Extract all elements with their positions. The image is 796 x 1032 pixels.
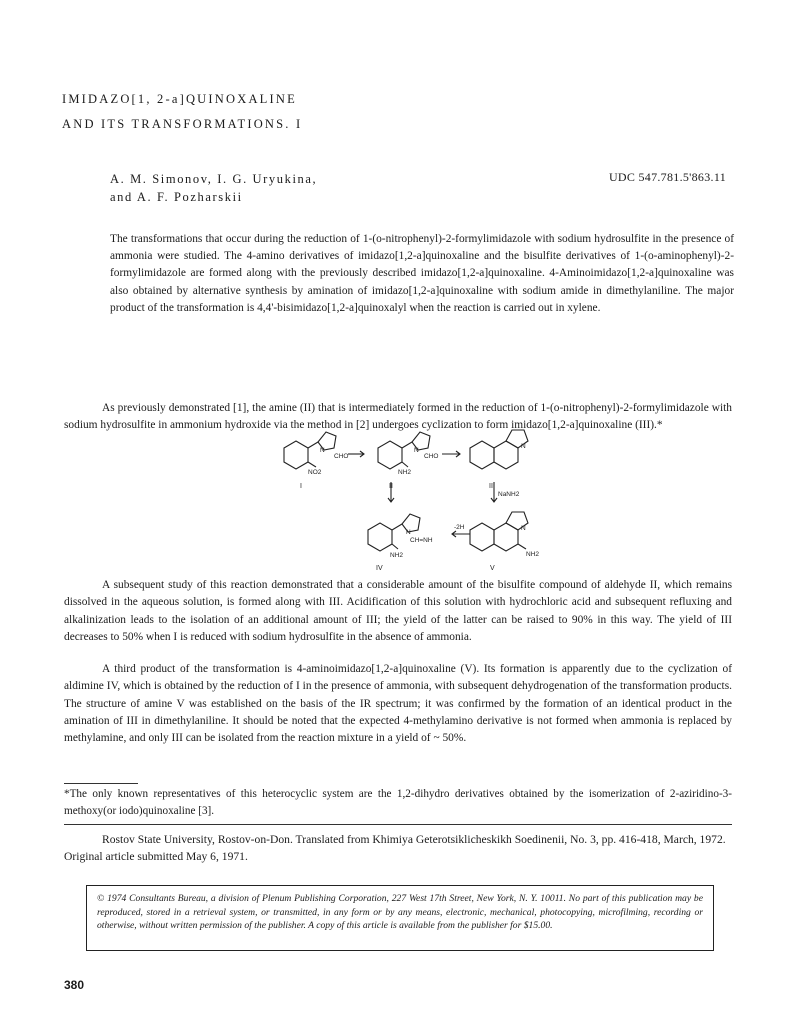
affiliation-note: Rostov State University, Rostov-on-Don. Translated from Khimiya Geterotsiklicheskikh Soedinenii, No. 3, pp. 416-418, March, 1972. Original article submitted May 6, 1971. [64, 833, 726, 863]
footnote: *The only known representatives of this heterocyclic system are the 1,2-dihydro derivatives obtained by the isomerization of 2-aziridino-3-methoxy(or iodo)quinoxaline [3]. [64, 788, 732, 817]
label-cho-I: CHO [334, 453, 349, 460]
label-n-III: N [521, 443, 526, 450]
author-line-1: A. M. Simonov, I. G. Uryukina, [110, 172, 318, 186]
label-no2-I: NO2 [308, 469, 322, 476]
label-chnh-IV: CH=NH [410, 537, 433, 544]
reaction-scheme [270, 426, 570, 582]
copyright-box [86, 885, 714, 951]
compound-label-I: I [300, 483, 302, 490]
label-nanh2: NaNH2 [498, 491, 520, 498]
body-paragraph-1: As previously demonstrated [1], the amine (II) that is intermediately formed in the reduction of 1-(o-nitrophenyl)-2-formylimidazole with sodium hydrosulfite in ammonium hydroxide via the method in [2] undergoes cyclization to form imidazo[1,2-a]quinoxaline (III).* [64, 402, 732, 432]
body-paragraph-2: A subsequent study of this reaction demonstrated that a considerable amount of the bisulfite compound of aldehyde II, which remains dissolved in the aqueous solution, is formed along with III. Acidification of this solution with hydrochloric acid and subsequent refluxing and alkalinization leads to the isolation of an additional amount of III; the yield of the latter can be raised to 90% in this way. The yield of III decreases to 50% when I is reduced with sodium hydrosulfite in the absence of ammonia. [64, 579, 732, 643]
abstract: The transformations that occur during the reduction of 1-(o-nitrophenyl)-2-formylimidazole with sodium hydrosulfite in the presence of ammonia were studied. The 4-amino derivatives of imidazo[1,2-a]quinoxaline and the bisulfite derivatives of 1-(o-aminophenyl)-2-formylimidazole are formed along with the previously described imidazo[1,2-a]quinoxaline. 4-Aminoimidazo[1,2-a]quinoxaline was also obtained by alternative synthesis by amination of imidazo[1,2-a]quinoxaline with sodium amide in dimethylaniline. The major product of the transformation is 4,4'-bisimidazo[1,2-a]quinoxalyl when the reaction is carried out in xylene. [110, 233, 734, 314]
label-n-II: N [414, 447, 419, 454]
compound-label-IV: IV [376, 565, 383, 572]
footnote-rule [64, 783, 138, 784]
label-n-I: N [320, 447, 325, 454]
article-title-line-1: IMIDAZO[1, 2-a]QUINOXALINE [62, 92, 297, 106]
author-line-2: and A. F. Pozharskii [110, 190, 243, 204]
page-number: 380 [64, 978, 85, 992]
compound-V-structure [470, 512, 528, 551]
compound-IV-structure [368, 514, 420, 551]
compound-label-V: V [490, 565, 495, 572]
copyright-text: © 1974 Consultants Bureau, a division of Plenum Publishing Corporation, 227 West 17th Street, New York, N. Y. 10011. No part of this publication may be reproduced, stored in a retrieval system, or transmitted, in any form or by any means, electronic, mechanical, photocopying, microfilming, recording or otherwise, without written permission of the publisher. A copy of this article is available from the publisher for $15.00. [97, 893, 703, 932]
article-title-line-2: AND ITS TRANSFORMATIONS. I [62, 117, 303, 131]
label-nh2-II: NH2 [398, 469, 412, 476]
compound-I-structure [284, 432, 336, 469]
label-minus2h: -2H [454, 524, 465, 531]
body-paragraph-3: A third product of the transformation is 4-aminoimidazo[1,2-a]quinoxaline (V). Its formation is apparently due to the cyclization of aldimine IV, which is obtained by the reduction of I in the presence of ammonia, with subsequent dehydrogenation of the transformation products. The structure of amine V was established on the basis of the IR spectrum; it was confirmed by the formation of an identical product in the amination of III in dimethylaniline. It should be noted that the expected 4-methylamino derivative is not formed when ammonia is replaced by methylamine, and only III can be isolated from the reaction mixture in a yield of ~ 50%. [64, 663, 732, 745]
compound-II-structure [378, 432, 430, 469]
label-n-V: N [521, 525, 526, 532]
compound-label-III: III [489, 483, 495, 490]
label-cho-II: CHO [424, 453, 439, 460]
label-nh2-V: NH2 [526, 551, 540, 558]
author-list [110, 170, 317, 206]
label-nh2-IV: NH2 [390, 552, 404, 559]
compound-label-II: II [389, 483, 393, 490]
compound-III-structure [470, 430, 528, 469]
udc-code: UDC 547.781.5'863.11 [608, 170, 726, 184]
label-n-IV: N [406, 529, 411, 536]
affiliation-rule [64, 824, 732, 825]
